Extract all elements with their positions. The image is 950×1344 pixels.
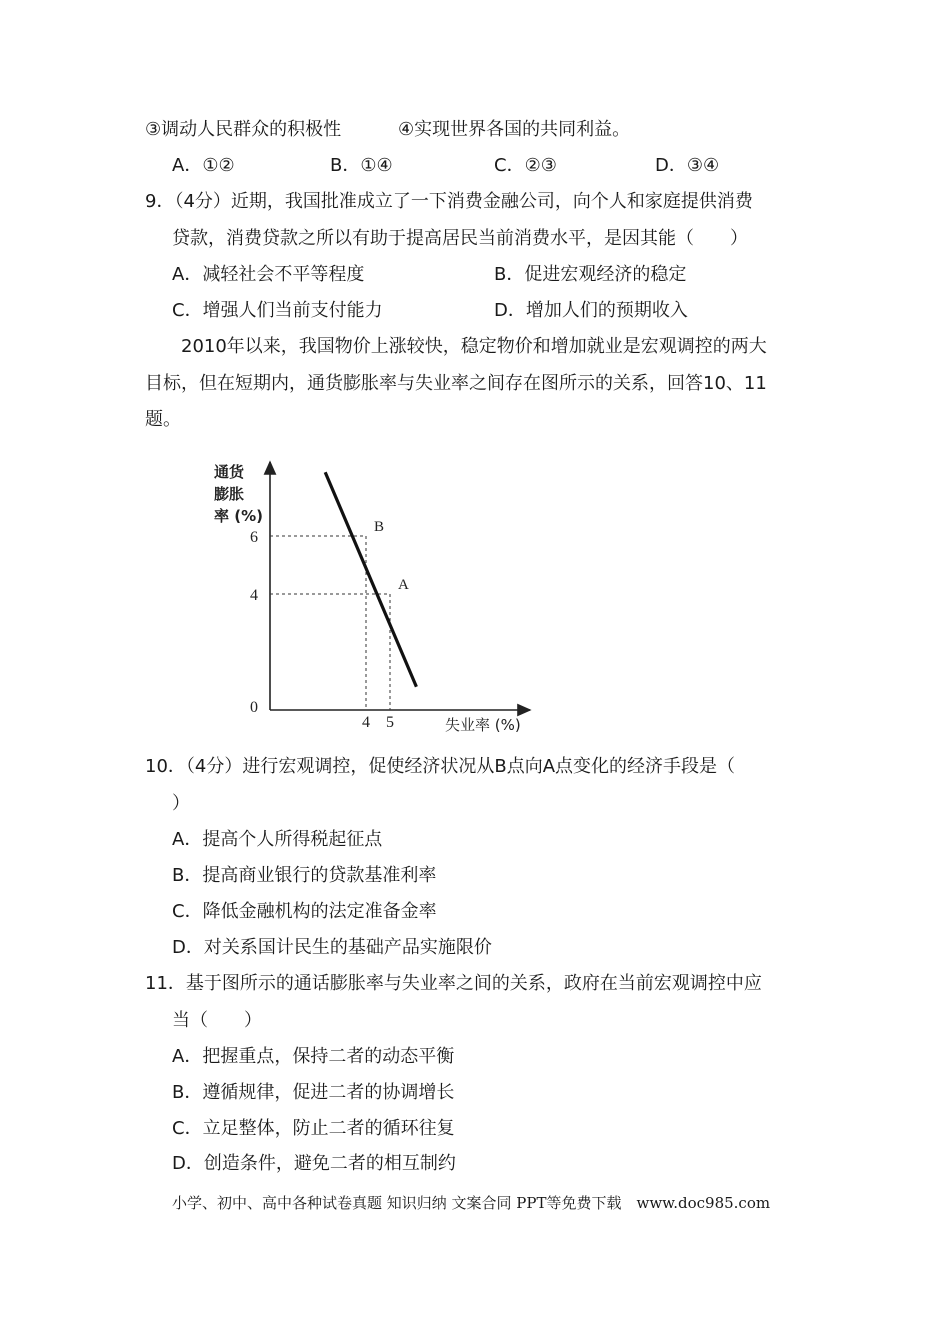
q10-stem-line2: ）: [172, 793, 190, 814]
q10-option-b: B．提高商业银行的贷款基准利率: [172, 865, 437, 886]
q10-option-a: A．提高个人所得税起征点: [172, 829, 383, 850]
y-tick-label: 4: [250, 587, 258, 604]
point-label-a: A: [398, 577, 409, 593]
q9-option-c: C．增强人们当前支付能力: [172, 300, 383, 321]
q11-option-c: C．立足整体，防止二者的循环往复: [172, 1118, 455, 1139]
q11-option-b: B．遵循规律，促进二者的协调增长: [172, 1082, 455, 1103]
q8-item-3: ③调动人民群众的积极性: [145, 119, 342, 140]
origin-label: 0: [250, 699, 258, 716]
x-tick-label: 5: [386, 714, 394, 731]
q8-option-b: B．①④: [330, 155, 393, 176]
intro-line2: 目标，但在短期内，通货膨胀率与失业率之间存在图所示的关系，回答10、11: [145, 373, 767, 394]
q11-option-a: A．把握重点，保持二者的动态平衡: [172, 1046, 455, 1067]
y-axis-label-line: 通货: [214, 463, 245, 481]
footer-text: 小学、初中、高中各种试卷真题 知识归纳 文案合同 PPT等免费下载 www.doc985.com: [172, 1194, 771, 1212]
phillips-curve-chart: [200, 455, 540, 740]
q9-option-b: B．促进宏观经济的稳定: [494, 264, 687, 285]
x-axis-label: 失业率 (%): [445, 716, 521, 734]
y-axis-label-line: 率 (%): [214, 507, 263, 525]
q8-option-a: A．①②: [172, 155, 235, 176]
q10-option-c: C．降低金融机构的法定准备金率: [172, 901, 437, 922]
q9-option-a: A．减轻社会不平等程度: [172, 264, 365, 285]
q9-stem-line1: 9．（4分）近期，我国批准成立了一下消费金融公司，向个人和家庭提供消费: [145, 191, 753, 212]
intro-line3: 题。: [145, 409, 181, 430]
q10-option-d: D．对关系国计民生的基础产品实施限价: [172, 937, 492, 958]
q8-option-d: D．③④: [655, 155, 720, 176]
intro-line1: 2010年以来，我国物价上涨较快，稳定物价和增加就业是宏观调控的两大: [181, 336, 767, 357]
q8-item-4: ④实现世界各国的共同利益。: [398, 119, 631, 140]
q11-stem-line2: 当（ ）: [172, 1010, 262, 1031]
q11-option-d: D．创造条件，避免二者的相互制约: [172, 1153, 456, 1174]
point-label-b: B: [374, 519, 385, 535]
x-tick-label: 4: [362, 714, 370, 731]
y-axis-label-line: 膨胀: [214, 485, 245, 503]
q8-option-c: C．②③: [494, 155, 557, 176]
q9-option-d: D．增加人们的预期收入: [494, 300, 688, 321]
y-tick-label: 6: [250, 529, 258, 546]
q9-stem-line2: 贷款，消费贷款之所以有助于提高居民当前消费水平，是因其能（ ）: [172, 228, 748, 249]
q11-stem-line1: 11．基于图所示的通话膨胀率与失业率之间的关系，政府在当前宏观调控中应: [145, 973, 762, 994]
q10-stem-line1: 10．（4分）进行宏观调控，促使经济状况从B点向A点变化的经济手段是（: [145, 756, 736, 777]
